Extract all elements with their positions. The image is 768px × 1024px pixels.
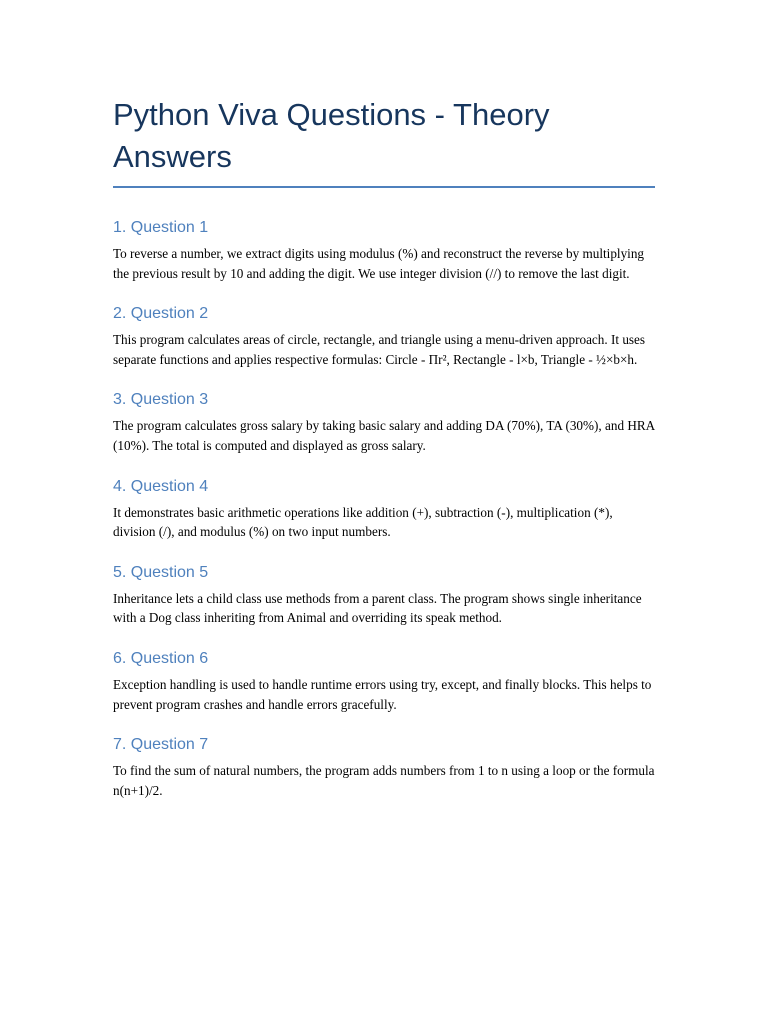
section-heading: 4. Question 4 (113, 477, 209, 495)
section-question-5 (113, 563, 655, 628)
section-question-2 (113, 304, 655, 369)
section-heading: 5. Question 5 (113, 563, 209, 581)
section-body: To find the sum of natural numbers, the program adds numbers from 1 to n using a loop or the formula n(n+1)/2. (113, 763, 655, 798)
section-heading: 6. Question 6 (113, 649, 209, 667)
section-question-7 (113, 735, 655, 800)
section-heading: 2. Question 2 (113, 305, 209, 323)
section-heading: 3. Question 3 (113, 391, 209, 409)
section-question-3 (113, 390, 655, 455)
section-body: The program calculates gross salary by taking basic salary and adding DA (70%), TA (30%), and HRA (10%). The total is computed and displayed as gross salary. (113, 418, 655, 453)
section-body: This program calculates areas of circle, rectangle, and triangle using a menu-driven approach. It uses separate functions and applies respective formulas: Circle - Πr², Rectangle - l×b, Triangle - ½×b×h. (113, 332, 646, 367)
section-body: Exception handling is used to handle runtime errors using try, except, and finally blocks. This helps to prevent program crashes and handle errors gracefully. (113, 676, 652, 712)
section-body: Inheritance lets a child class use methods from a parent class. The program shows single inheritance with a Dog class inheriting from Animal and overriding its speak method. (113, 590, 642, 626)
section-body: It demonstrates basic arithmetic operations like addition (+), subtraction (-), multiplication (*), division (/), and modulus (%) on two input numbers. (113, 504, 613, 540)
document-title: Python Viva Questions - Theory Answers (113, 94, 655, 188)
section-question-6 (113, 649, 655, 714)
document-page (113, 94, 655, 821)
section-heading: 1. Question 1 (113, 219, 209, 236)
section-heading: 7. Question 7 (113, 736, 209, 754)
sections-container (113, 218, 655, 800)
section-body: To reverse a number, we extract digits using modulus (%) and reconstruct the reverse by multiplying the previous result by 10 and adding the digit. We use integer division (//) to remove the last digit. (113, 246, 645, 281)
section-question-1 (113, 218, 655, 283)
section-question-4 (113, 477, 655, 542)
